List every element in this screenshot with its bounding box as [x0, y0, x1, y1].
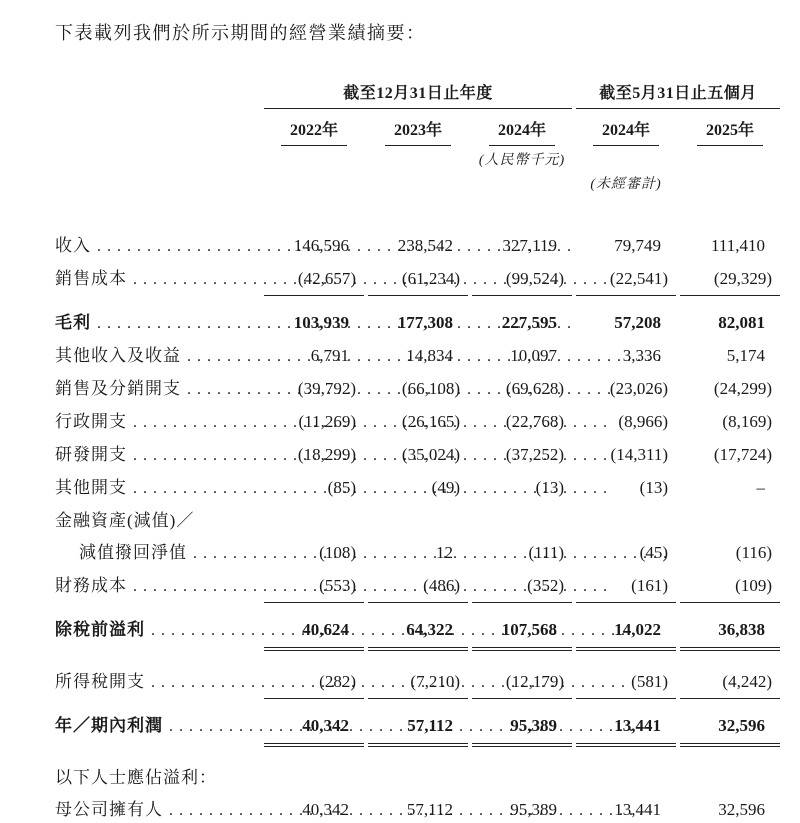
value-cell: (29,329) [680, 267, 780, 296]
value-cell: (8,169) [722, 412, 772, 431]
row-label-text: 除稅前溢利 [55, 620, 145, 639]
row-label [55, 714, 260, 739]
value-cell: (18,299) [297, 445, 356, 464]
value-cell: 6,791 [310, 346, 349, 365]
table-row [55, 402, 780, 435]
value-cell: (39,792) [297, 379, 356, 398]
value-cell: (45) [639, 543, 668, 562]
operating-results-table [55, 84, 780, 823]
currency-note-row [55, 151, 780, 170]
row-label [55, 344, 260, 369]
value-cell: (109) [680, 574, 780, 603]
value-cell: (99,524) [472, 267, 572, 296]
value-cell: (37,252) [505, 445, 564, 464]
table-body [55, 226, 780, 823]
row-label-text: 金融資產(減值)／ [55, 511, 195, 530]
value-cell: 13,441 [614, 800, 661, 819]
row-label-text: 以下人士應佔溢利： [55, 768, 217, 787]
value-cell: 3,336 [622, 346, 661, 365]
value-cell: 107,568 [472, 618, 572, 648]
value-cell: 14,022 [576, 618, 676, 648]
audit-note-row [55, 175, 780, 194]
row-label [55, 509, 260, 533]
value-cell: (8,966) [618, 412, 668, 431]
row-label-text: 母公司擁有人 [55, 800, 163, 819]
row-label-text: 所得稅開支 [55, 672, 145, 691]
column-group-five-months: 截至5月31日止五個月 [576, 84, 780, 109]
intro-text: 下表載列我們於所示期間的經營業績摘要： [55, 23, 426, 43]
row-label [55, 234, 260, 259]
row-label [55, 574, 260, 599]
row-label [55, 476, 260, 501]
value-cell: 146,596 [293, 236, 349, 255]
value-cell: 227,595 [501, 313, 557, 332]
year-column-header: 2025年 [680, 109, 780, 146]
value-cell: 32,596 [718, 800, 765, 819]
row-label-text: 收入 [55, 236, 91, 255]
value-cell: (352) [472, 574, 572, 603]
year-column-header: 2023年 [368, 109, 468, 146]
value-cell: (22,541) [576, 267, 676, 296]
value-cell: (42,657) [264, 267, 364, 296]
value-cell: (486) [368, 574, 468, 603]
row-label [55, 670, 260, 695]
table-row [55, 758, 780, 790]
row-label-text: 財務成本 [55, 576, 127, 595]
table-row [55, 706, 780, 744]
value-cell: (13) [535, 478, 564, 497]
table-row [55, 468, 780, 501]
row-label [55, 267, 260, 292]
row-label-text: 毛利 [55, 313, 91, 332]
row-label-text: 行政開支 [55, 412, 127, 431]
value-cell: 40,624 [264, 618, 364, 648]
currency-unit-note: (人民幣千元) [478, 153, 566, 168]
value-cell: (161) [576, 574, 676, 603]
year-column-header: 2024年 [472, 109, 572, 146]
table-row [55, 610, 780, 648]
value-cell: 103,939 [293, 313, 349, 332]
value-cell: (111) [528, 543, 564, 562]
value-cell: (14,311) [610, 445, 668, 464]
value-cell: (24,299) [713, 379, 772, 398]
value-cell: (581) [576, 670, 676, 699]
value-cell: (26,165) [401, 412, 460, 431]
value-cell: 57,112 [368, 714, 468, 744]
table-row [55, 501, 780, 533]
table-row [55, 303, 780, 336]
row-label-text: 銷售成本 [55, 269, 127, 288]
value-cell: 57,112 [406, 800, 453, 819]
value-cell: (23,026) [609, 379, 668, 398]
table-row [55, 662, 780, 699]
row-label-text: 其他收入及收益 [55, 346, 181, 365]
year-column-header: 2022年 [264, 109, 364, 146]
value-cell: 79,749 [614, 236, 661, 255]
value-cell: 82,081 [718, 313, 765, 332]
table-row [55, 226, 780, 259]
row-label [55, 311, 260, 336]
value-cell: 14,834 [406, 346, 453, 365]
row-label-text: 銷售及分銷開支 [55, 379, 181, 398]
table-row [55, 790, 780, 823]
table-row [55, 435, 780, 468]
value-cell: (17,724) [713, 445, 772, 464]
table-row [55, 533, 780, 566]
year-column-header: 2024年 [576, 109, 676, 146]
row-label-text: 其他開支 [55, 478, 127, 497]
unaudited-note: (未經審計) [590, 177, 662, 192]
value-cell: (11,269) [298, 412, 356, 431]
value-cell: (282) [264, 670, 364, 699]
value-cell: (108) [319, 543, 356, 562]
year-header-row [55, 109, 780, 146]
value-cell: 64,322 [368, 618, 468, 648]
row-label-text: 研發開支 [55, 445, 127, 464]
value-cell: (13) [639, 478, 668, 497]
table-row [55, 259, 780, 296]
value-cell: (116) [735, 543, 772, 562]
value-cell: 327,119 [502, 236, 557, 255]
row-label [55, 766, 260, 790]
value-cell: (85) [327, 478, 356, 497]
value-cell: 5,174 [726, 346, 765, 365]
value-cell: (61,234) [368, 267, 468, 296]
row-label [55, 541, 260, 566]
value-cell: (22,768) [505, 412, 564, 431]
value-cell: (12,179) [472, 670, 572, 699]
value-cell: (69,628) [505, 379, 564, 398]
value-cell: – [756, 478, 765, 497]
value-cell: 57,208 [614, 313, 661, 332]
column-group-header-row [55, 84, 780, 109]
value-cell: 36,838 [680, 618, 780, 648]
value-cell: 111,410 [711, 236, 765, 255]
value-cell: (7,210) [368, 670, 468, 699]
value-cell: 12 [436, 543, 453, 562]
value-cell: 95,389 [472, 714, 572, 744]
value-cell: (553) [264, 574, 364, 603]
row-label [55, 377, 260, 402]
row-label [55, 410, 260, 435]
value-cell: 238,542 [397, 236, 453, 255]
value-cell: (35,024) [401, 445, 460, 464]
value-cell: 95,389 [510, 800, 557, 819]
value-cell: 13,441 [576, 714, 676, 744]
value-cell: (66,108) [401, 379, 460, 398]
row-label [55, 798, 260, 823]
row-label [55, 618, 260, 643]
value-cell: 40,342 [264, 714, 364, 744]
value-cell: 10,097 [510, 346, 557, 365]
value-cell: 32,596 [680, 714, 780, 744]
value-cell: (4,242) [680, 670, 780, 699]
value-cell: (49) [431, 478, 460, 497]
row-label-text: 減值撥回淨值 [79, 543, 187, 562]
row-label-text: 年／期內利潤 [55, 716, 163, 735]
table-row [55, 369, 780, 402]
value-cell: 40,342 [302, 800, 349, 819]
table-row [55, 566, 780, 603]
column-group-annual: 截至12月31日止年度 [264, 84, 572, 109]
value-cell: 177,308 [397, 313, 453, 332]
table-row [55, 336, 780, 369]
row-label [55, 443, 260, 468]
